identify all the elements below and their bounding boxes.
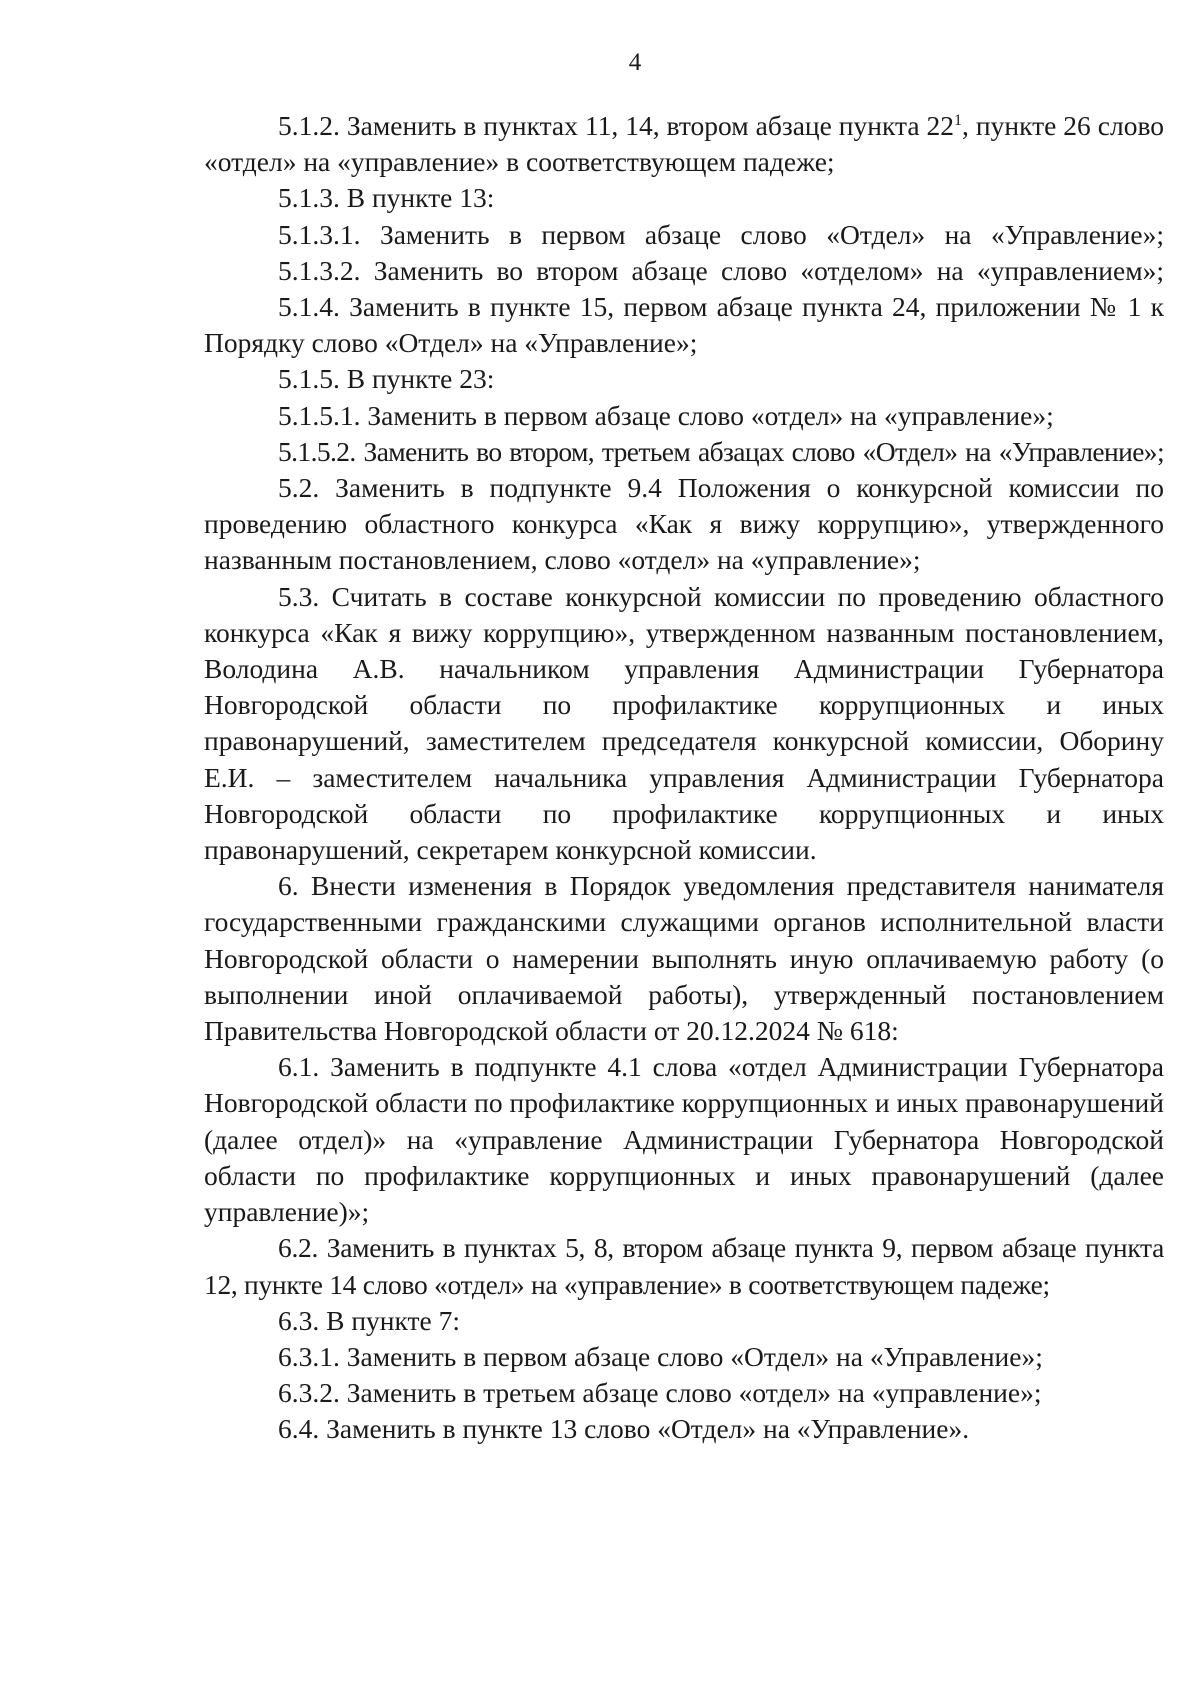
paragraph-5-3: 5.3. Считать в составе конкурсной комиссии по проведению областного конкурса «Как я вижу коррупцию», утвержденном названным постановлением, Володина А.В. начальником управления Администрации Губернатора Новгородской области по профилактике коррупционных и иных правонарушений, заместителем председателя конкурсной комиссии, Оборину Е.И. – заместителем начальника управления Администрации Губернатора Новгородской области по профилактике коррупционных и иных правонарушений, секретарем конкурсной комиссии.: [204, 580, 1164, 866]
paragraph-5-1-3-1: 5.1.3.1. Заменить в первом абзаце слово «Отдел» на «Управление»;: [278, 218, 1164, 250]
document-body: [204, 108, 1164, 1448]
paragraph-6-3-1: 6.3.1. Заменить в первом абзаце слово «Отдел» на «Управление»;: [278, 1340, 1043, 1372]
paragraph-6-2: 6.2. Заменить в пунктах 5, 8, втором абзаце пункта 9, первом абзаце пункта 12, пункте 14 слово «отдел» на «управление» в соответствующем падеже;: [204, 1232, 1164, 1300]
paragraph-5-1-3: 5.1.3. В пункте 13:: [278, 182, 495, 214]
paragraph-5-1-5: 5.1.5. В пункте 23:: [278, 363, 495, 395]
paragraph-text: 5.1.2. Заменить в пунктах 11, 14, втором абзаце пункта 22: [278, 110, 955, 141]
paragraph-5-1-5-2: 5.1.5.2. Заменить во втором, третьем абзацах слово «Отдел» на «Управление»;: [278, 435, 1164, 467]
page-number: 4: [628, 49, 642, 76]
paragraph-text: , пункте 26 слово «отдел» на «управление» в соответствующем падеже;: [204, 110, 1164, 178]
paragraph-5-2: 5.2. Заменить в подпункте 9.4 Положения о конкурсной комиссии по проведению областного конкурса «Как я вижу коррупцию», утвержденного названным постановлением, слово «отдел» на «управление»;: [204, 472, 1164, 576]
paragraph-6-4: 6.4. Заменить в пункте 13 слово «Отдел» на «Управление».: [278, 1413, 970, 1445]
paragraph-6-3: 6.3. В пункте 7:: [278, 1304, 461, 1336]
paragraph-6-3-2: 6.3.2. Заменить в третьем абзаце слово «отдел» на «управление»;: [278, 1377, 1042, 1409]
paragraph-5-1-3-2: 5.1.3.2. Заменить во втором абзаце слово «отделом» на «управлением»;: [278, 254, 1164, 286]
paragraph-5-1-5-1: 5.1.5.1. Заменить в первом абзаце слово «отдел» на «управление»;: [278, 399, 1054, 431]
paragraph-6-1: 6.1. Заменить в подпункте 4.1 слова «отдел Администрации Губернатора Новгородской области по профилактике коррупционных и иных правонарушений (далее отдел)» на «управление Администрации Губернатора Новгородской области по профилактике коррупционных и иных правонарушений (далее управление)»;: [204, 1051, 1164, 1228]
paragraph-5-1-4: 5.1.4. Заменить в пункте 15, первом абзаце пункта 24, приложении № 1 к Порядку слово «Отдел» на «Управление»;: [204, 291, 1164, 359]
paragraph-6: 6. Внести изменения в Порядок уведомления представителя нанимателя государственными гражданскими служащими органов исполнительной власти Новгородской области о намерении выполнять иную оплачиваемую работу (о выполнении иной оплачиваемой работы), утвержденный постановлением Правительства Новгородской области от 20.12.2024 № 618:: [204, 870, 1164, 1047]
superscript: 1: [954, 111, 963, 129]
paragraph-5-1-2: [204, 108, 1164, 180]
